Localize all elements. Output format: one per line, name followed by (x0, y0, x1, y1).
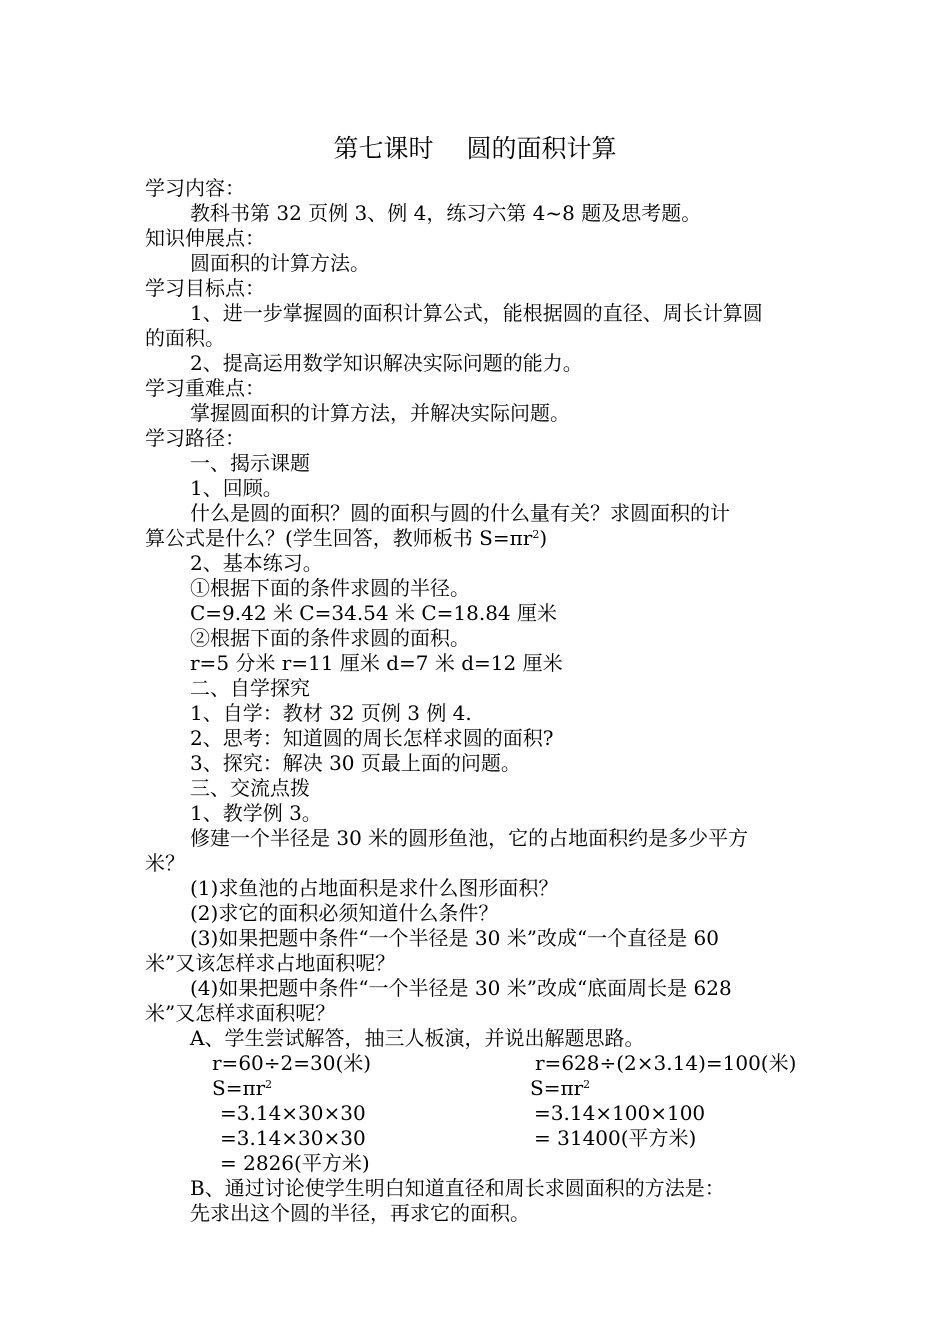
exercise-2-heading: ②根据下面的条件求圆的面积。 (190, 626, 470, 650)
goals-heading: 学习目标点： (145, 276, 265, 300)
review-line2-text: 算公式是什么？(学生回答，教师板书 S=πr (145, 526, 533, 550)
content-heading: 学习内容： (145, 176, 245, 200)
conclusion: 先求出这个圆的半径，再求它的面积。 (190, 1201, 530, 1225)
path-heading: 学习路径： (145, 426, 245, 450)
left-calc-formula-text: S=πr (212, 1076, 266, 1100)
left-calc-step-2: =3.14×30×30 (220, 1126, 366, 1150)
exercise-1-heading: ①根据下面的条件求圆的半径。 (190, 576, 470, 600)
step-a: A、学生尝试解答，抽三人板演，并说出解题思路。 (190, 1026, 645, 1050)
exercise-2-values: r=5 分米 r=11 厘米 d=7 米 d=12 厘米 (190, 651, 563, 675)
self-study-1: 1、自学：教材 32 页例 3 例 4. (190, 701, 472, 725)
section-2-heading: 二、自学探究 (190, 676, 310, 700)
question-2: (2)求它的面积必须知道什么条件？ (190, 901, 499, 925)
right-calc-step-1: =3.14×100×100 (534, 1101, 706, 1125)
problem-line2: 米？ (145, 851, 185, 875)
basic-practice-heading: 2、基本练习。 (190, 551, 323, 575)
key-heading: 学习重难点： (145, 376, 265, 400)
key-text: 掌握圆面积的计算方法，并解决实际问题。 (190, 401, 570, 425)
left-calc-radius: r=60÷2=30(米) (212, 1051, 372, 1075)
question-4-line2: 米”又怎样求面积呢？ (145, 1001, 336, 1025)
question-1: (1)求鱼池的占地面积是求什么图形面积？ (190, 876, 559, 900)
review-line2-close: ) (539, 526, 548, 550)
goal-2: 2、提高运用数学知识解决实际问题的能力。 (190, 351, 583, 375)
step-b: B、通过讨论使学生明白知道直径和周长求圆面积的方法是： (190, 1176, 725, 1200)
extension-heading: 知识伸展点： (145, 226, 265, 250)
goal-1-line1: 1、进一步掌握圆的面积计算公式，能根据圆的直径、周长计算圆 (190, 301, 763, 325)
self-study-3: 3、探究：解决 30 页最上面的问题。 (190, 751, 521, 775)
left-calc-formula (212, 1076, 272, 1101)
content-text: 教科书第 32 页例 3、例 4，练习六第 4~8 题及思考题。 (190, 201, 702, 225)
right-calc-formula-exponent: 2 (583, 1078, 591, 1091)
review-line2-exponent: 2 (532, 528, 540, 541)
left-calc-result: = 2826(平方米) (220, 1151, 370, 1175)
review-heading: 1、回顾。 (190, 476, 283, 500)
question-3-line2: 米”又该怎样求占地面积呢？ (145, 951, 396, 975)
right-calc-result: = 31400(平方米) (534, 1126, 697, 1150)
question-3-line1: (3)如果把题中条件“一个半径是 30 米”改成“一个直径是 60 (190, 926, 719, 950)
goal-1-line2: 的面积。 (145, 326, 225, 350)
section-1-heading: 一、揭示课题 (190, 451, 310, 475)
right-calc-radius: r=628÷(2×3.14)=100(米) (535, 1051, 797, 1075)
left-calc-formula-exponent: 2 (265, 1078, 273, 1091)
left-calc-step-1: =3.14×30×30 (220, 1101, 366, 1125)
right-calc-formula (530, 1076, 590, 1101)
review-line1: 什么是圆的面积？圆的面积与圆的什么量有关？求圆面积的计 (190, 501, 730, 525)
section-3-heading: 三、交流点拨 (190, 776, 310, 800)
page-title: 第七课时 圆的面积计算 (333, 134, 617, 163)
right-calc-formula-text: S=πr (530, 1076, 584, 1100)
extension-text: 圆面积的计算方法。 (190, 251, 370, 275)
review-line2 (145, 526, 547, 551)
problem-line1: 修建一个半径是 30 米的圆形鱼池，它的占地面积约是多少平方 (190, 826, 749, 850)
exercise-1-values: C=9.42 米 C=34.54 米 C=18.84 厘米 (190, 601, 558, 625)
self-study-2: 2、思考：知道圆的周长怎样求圆的面积? (190, 726, 554, 750)
question-4-line1: (4)如果把题中条件“一个半径是 30 米”改成“底面周长是 628 (190, 976, 732, 1000)
teach-example-heading: 1、教学例 3。 (190, 801, 322, 825)
